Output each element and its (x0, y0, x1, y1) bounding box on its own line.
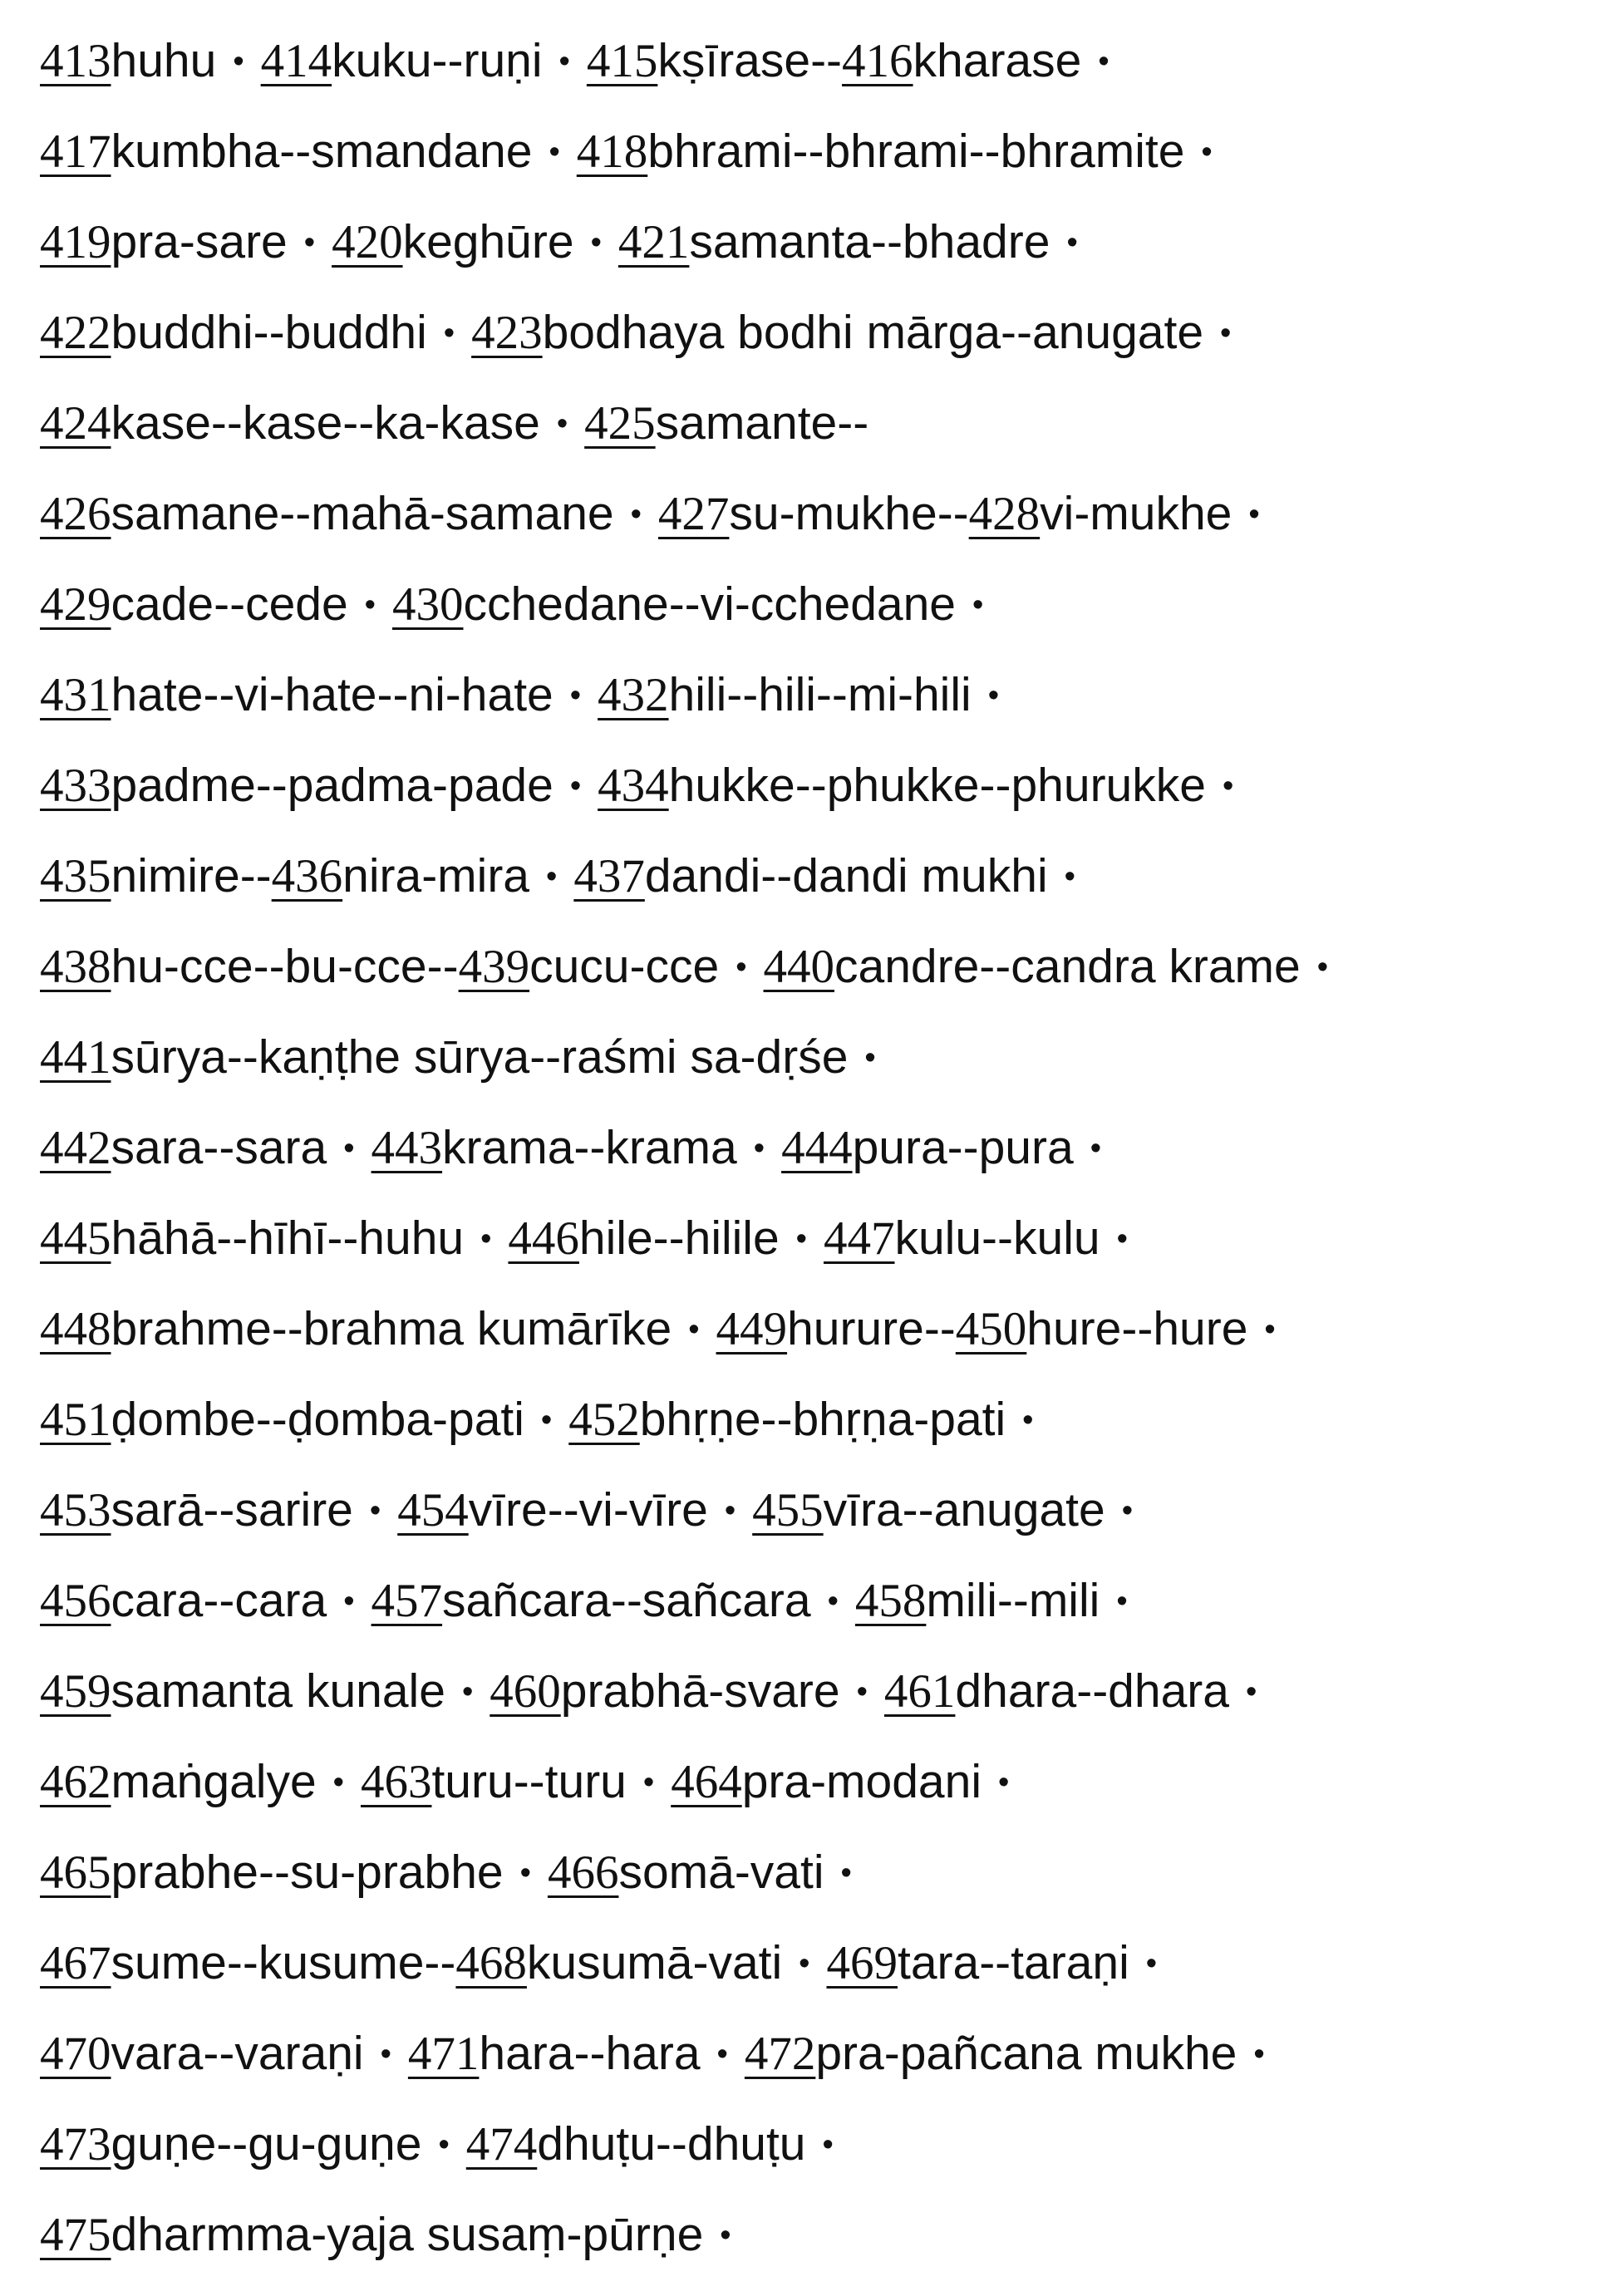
verse-number: 414 (260, 35, 332, 87)
mantra-text: bodhaya bodhi mārga--anugate (542, 306, 1204, 359)
bullet-separator: • (856, 1674, 868, 1709)
bullet-separator: • (1264, 1312, 1276, 1347)
mantra-text: buddhi--buddhi (111, 306, 427, 359)
bullet-separator: • (540, 1403, 553, 1438)
verse-number: 446 (508, 1212, 579, 1265)
bullet-separator: • (753, 1131, 765, 1166)
mantra-text: prabhe--su-prabhe (111, 1846, 504, 1899)
verse-number: 427 (657, 488, 730, 540)
verse-number: 472 (744, 2028, 816, 2080)
verse-number: 449 (716, 1303, 788, 1355)
bullet-separator: • (840, 1856, 852, 1890)
bullet-separator: • (480, 1222, 492, 1256)
bullet-separator: • (303, 225, 316, 260)
text-line (40, 32, 1586, 122)
bullet-separator: • (556, 406, 568, 441)
bullet-separator: • (546, 859, 558, 894)
mantra-text: hili--hili--mi-hili (668, 668, 972, 721)
verse-number: 424 (40, 397, 111, 450)
bullet-separator: • (736, 950, 747, 985)
verse-number: 430 (391, 578, 464, 631)
text-line (40, 1481, 1586, 1571)
mantra-text: cade--cede (111, 578, 348, 631)
bullet-separator: • (364, 588, 376, 622)
verse-number: 451 (40, 1394, 111, 1446)
mantra-text: nira-mira (342, 849, 530, 902)
text-line (40, 2115, 1586, 2205)
text-line (40, 1028, 1586, 1119)
bullet-separator: • (642, 1765, 655, 1800)
text-line (40, 484, 1586, 575)
bullet-separator: • (1116, 1584, 1128, 1619)
text-line (40, 1209, 1586, 1300)
verse-number: 433 (40, 760, 111, 812)
text-line (40, 756, 1586, 847)
bullet-separator: • (1121, 1493, 1133, 1528)
verse-number: 428 (968, 488, 1041, 540)
verse-number: 456 (40, 1575, 111, 1627)
verse-number: 436 (271, 850, 343, 902)
bullet-separator: • (827, 1584, 839, 1619)
bullet-separator: • (864, 1040, 876, 1075)
mantra-text: candre--candra krame (834, 940, 1301, 993)
mantra-text: vīra--anugate (823, 1483, 1105, 1536)
mantra-text: hile--hilile (578, 1212, 780, 1265)
bullet-separator: • (549, 135, 560, 170)
bullet-separator: • (1201, 135, 1213, 170)
mantra-text: kṣīrase-- (657, 34, 843, 87)
bullet-separator: • (822, 2127, 834, 2162)
text-line (40, 1934, 1586, 2024)
mantra-text: padme--padma-pade (111, 759, 554, 812)
bullet-separator: • (987, 678, 999, 713)
verse-number: 444 (781, 1122, 853, 1174)
mantra-text: hure--hure (1026, 1302, 1248, 1355)
text-line (40, 2024, 1586, 2115)
mantra-text: turu--turu (431, 1755, 627, 1808)
mantra-text: hara--hara (479, 2027, 701, 2080)
verse-number: 418 (576, 125, 648, 178)
verse-number: 473 (40, 2118, 111, 2171)
verse-number: 462 (40, 1756, 111, 1808)
text-line (40, 847, 1586, 937)
text-line (40, 213, 1586, 303)
verse-number: 432 (598, 669, 669, 721)
mantra-text: vara--varaṇi (111, 2027, 364, 2080)
mantra-text: pura--pura (852, 1121, 1074, 1174)
mantra-text: sañcara--sañcara (442, 1574, 811, 1627)
verse-number: 466 (547, 1846, 619, 1899)
bullet-separator: • (998, 1765, 1010, 1800)
verse-number: 455 (752, 1484, 824, 1536)
bullet-separator: • (558, 44, 570, 79)
mantra-text: samanta--bhadre (689, 215, 1050, 268)
mantra-text: maṅgalye (111, 1755, 317, 1808)
mantra-text: kulu--kulu (894, 1212, 1100, 1265)
mantra-text: sarā--sarire (111, 1483, 353, 1536)
text-line (40, 666, 1586, 756)
verse-number: 435 (40, 850, 111, 902)
mantra-text: vi-mukhe (1040, 487, 1233, 540)
mantra-text: pra-modani (741, 1755, 982, 1808)
text-line (40, 394, 1586, 484)
mantra-text: hukke--phukke--phurukke (668, 759, 1206, 812)
text-line (40, 303, 1586, 394)
bullet-separator: • (1316, 950, 1329, 985)
mantra-text: krama--krama (442, 1121, 737, 1174)
mantra-text: hāhā--hīhī--huhu (111, 1212, 465, 1265)
verse-number: 450 (955, 1303, 1027, 1355)
bullet-separator: • (1098, 44, 1110, 79)
mantra-text: vīre--vi-vīre (468, 1483, 708, 1536)
bullet-separator: • (519, 1856, 531, 1890)
verse-number: 441 (40, 1031, 111, 1084)
mantra-text: dhara--dhara (955, 1664, 1229, 1718)
verse-number: 413 (40, 35, 111, 87)
mantra-text: ḍombe--ḍomba-pati (111, 1393, 524, 1446)
mantra-text: huhu (111, 34, 217, 87)
bullet-separator: • (569, 678, 582, 713)
text-line (40, 1300, 1586, 1390)
verse-number: 425 (584, 397, 656, 450)
mantra-text: cara--cara (111, 1574, 327, 1627)
verse-number: 471 (407, 2028, 480, 2080)
mantra-text: sara--sara (111, 1121, 327, 1174)
mantra-text: dharmma-yaja susaṃ-pūrṇe (111, 2208, 704, 2261)
bullet-separator: • (1066, 225, 1078, 260)
bullet-separator: • (369, 1493, 381, 1528)
mantra-text: sūrya--kaṇṭhe sūrya--raśmi sa-dṛśe (111, 1030, 849, 1084)
mantra-text: sume--kusume-- (111, 1936, 456, 1989)
verse-number: 453 (40, 1484, 111, 1536)
verse-number: 443 (371, 1122, 443, 1174)
mantra-text: bhṛṇe--bhṛṇa-pati (639, 1393, 1006, 1446)
verse-number: 415 (586, 35, 658, 87)
verse-number: 419 (40, 216, 111, 268)
verse-number: 423 (471, 307, 543, 359)
mantra-text: samane--mahā-samane (111, 487, 614, 540)
mantra-text: prabhā-svare (560, 1664, 840, 1718)
mantra-text: guṇe--gu-guṇe (111, 2117, 422, 2171)
verse-number: 434 (598, 760, 669, 812)
bullet-separator: • (343, 1584, 355, 1619)
verse-number: 468 (455, 1937, 527, 1989)
bullet-separator: • (1022, 1403, 1034, 1438)
mantra-text: kuku--ruṇi (332, 34, 543, 87)
verse-number: 463 (360, 1756, 432, 1808)
verse-number: 459 (40, 1665, 111, 1718)
bullet-separator: • (380, 2037, 391, 2072)
bullet-separator: • (1064, 859, 1075, 894)
mantra-text: dandi--dandi mukhi (644, 849, 1048, 902)
bullet-separator: • (630, 497, 642, 532)
mantra-text: samanta kunale (111, 1664, 445, 1718)
mantra-text: bhrami--bhrami--bhramite (647, 125, 1185, 178)
verse-number: 469 (826, 1937, 898, 1989)
mantra-text: pra-sare (111, 215, 288, 268)
mantra-text: dhuṭu--dhuṭu (537, 2117, 806, 2171)
bullet-separator: • (1253, 2037, 1265, 2072)
verse-lines (40, 32, 1586, 2296)
bullet-separator: • (716, 2037, 728, 2072)
verse-number: 454 (397, 1484, 469, 1536)
mantra-text: hurure-- (787, 1302, 956, 1355)
mantra-text: brahme--brahma kumārīke (111, 1302, 672, 1355)
verse-number: 461 (883, 1665, 956, 1718)
verse-number: 437 (573, 850, 645, 902)
bullet-separator: • (1222, 769, 1234, 804)
bullet-separator: • (720, 2218, 731, 2253)
verse-number: 474 (465, 2118, 538, 2171)
mantra-text: su-mukhe-- (729, 487, 969, 540)
text-line (40, 937, 1586, 1028)
text-line (40, 1390, 1586, 1481)
bullet-separator: • (724, 1493, 736, 1528)
verse-number: 422 (40, 307, 111, 359)
mantra-text: kharase (913, 34, 1082, 87)
verse-number: 442 (40, 1122, 111, 1174)
mantra-text: hu-cce--bu-cce-- (111, 940, 459, 993)
mantra-text: kumbha--smandane (111, 125, 533, 178)
verse-number: 467 (40, 1937, 111, 1989)
text-line (40, 1753, 1586, 1843)
bullet-separator: • (1220, 316, 1232, 351)
mantra-text: mili--mili (926, 1574, 1100, 1627)
bullet-separator: • (795, 1222, 807, 1256)
mantra-text: cchedane--vi-cchedane (463, 578, 957, 631)
verse-number: 416 (842, 35, 913, 87)
bullet-separator: • (343, 1131, 355, 1166)
bullet-separator: • (443, 316, 455, 351)
verse-number: 470 (40, 2028, 111, 2080)
bullet-separator: • (590, 225, 602, 260)
verse-number: 431 (40, 669, 111, 721)
verse-number: 440 (763, 941, 834, 993)
bullet-separator: • (438, 2127, 450, 2162)
mantra-text: kase--kase--ka-kase (111, 396, 540, 450)
text-line (40, 1119, 1586, 1209)
verse-number: 452 (568, 1394, 640, 1446)
verse-number: 460 (490, 1665, 561, 1718)
mantra-text: hate--vi-hate--ni-hate (111, 668, 554, 721)
verse-number: 426 (40, 488, 111, 540)
text-line (40, 1571, 1586, 1662)
verse-number: 464 (671, 1756, 742, 1808)
mantra-text: samante-- (655, 396, 869, 450)
bullet-separator: • (1248, 497, 1260, 532)
mantra-text: cucu-cce (529, 940, 720, 993)
text-line (40, 1843, 1586, 1934)
bullet-separator: • (1245, 1674, 1257, 1709)
text-line (40, 122, 1586, 213)
verse-number: 445 (40, 1212, 111, 1265)
mantra-text: nimire-- (111, 849, 272, 902)
bullet-separator: • (1116, 1222, 1128, 1256)
mantra-text: pra-pañcana mukhe (815, 2027, 1237, 2080)
text-line (40, 575, 1586, 666)
text-line (40, 1662, 1586, 1753)
verse-number: 447 (823, 1212, 895, 1265)
verse-number: 438 (40, 941, 111, 993)
verse-number: 458 (854, 1575, 927, 1627)
verse-number: 417 (40, 125, 111, 178)
verse-number: 448 (40, 1303, 111, 1355)
bullet-separator: • (332, 1765, 344, 1800)
bullet-separator: • (688, 1312, 700, 1347)
bullet-separator: • (233, 44, 244, 79)
verse-number: 457 (371, 1575, 443, 1627)
verse-number: 421 (617, 216, 690, 268)
bullet-separator: • (799, 1946, 810, 1981)
mantra-text: tara--taraṇi (897, 1936, 1129, 1989)
bullet-separator: • (569, 769, 582, 804)
text-line (40, 2205, 1586, 2296)
verse-number: 439 (458, 941, 530, 993)
bullet-separator: • (461, 1674, 474, 1709)
bullet-separator: • (972, 588, 984, 622)
verse-number: 465 (40, 1846, 111, 1899)
verse-number: 475 (40, 2209, 111, 2261)
verse-number: 420 (332, 216, 403, 268)
verse-number: 429 (40, 578, 111, 631)
mantra-text: kusumā-vati (526, 1936, 783, 1989)
bullet-separator: • (1090, 1131, 1102, 1166)
bullet-separator: • (1145, 1946, 1158, 1981)
mantra-text: somā-vati (618, 1846, 824, 1899)
mantra-text: keghūre (402, 215, 574, 268)
